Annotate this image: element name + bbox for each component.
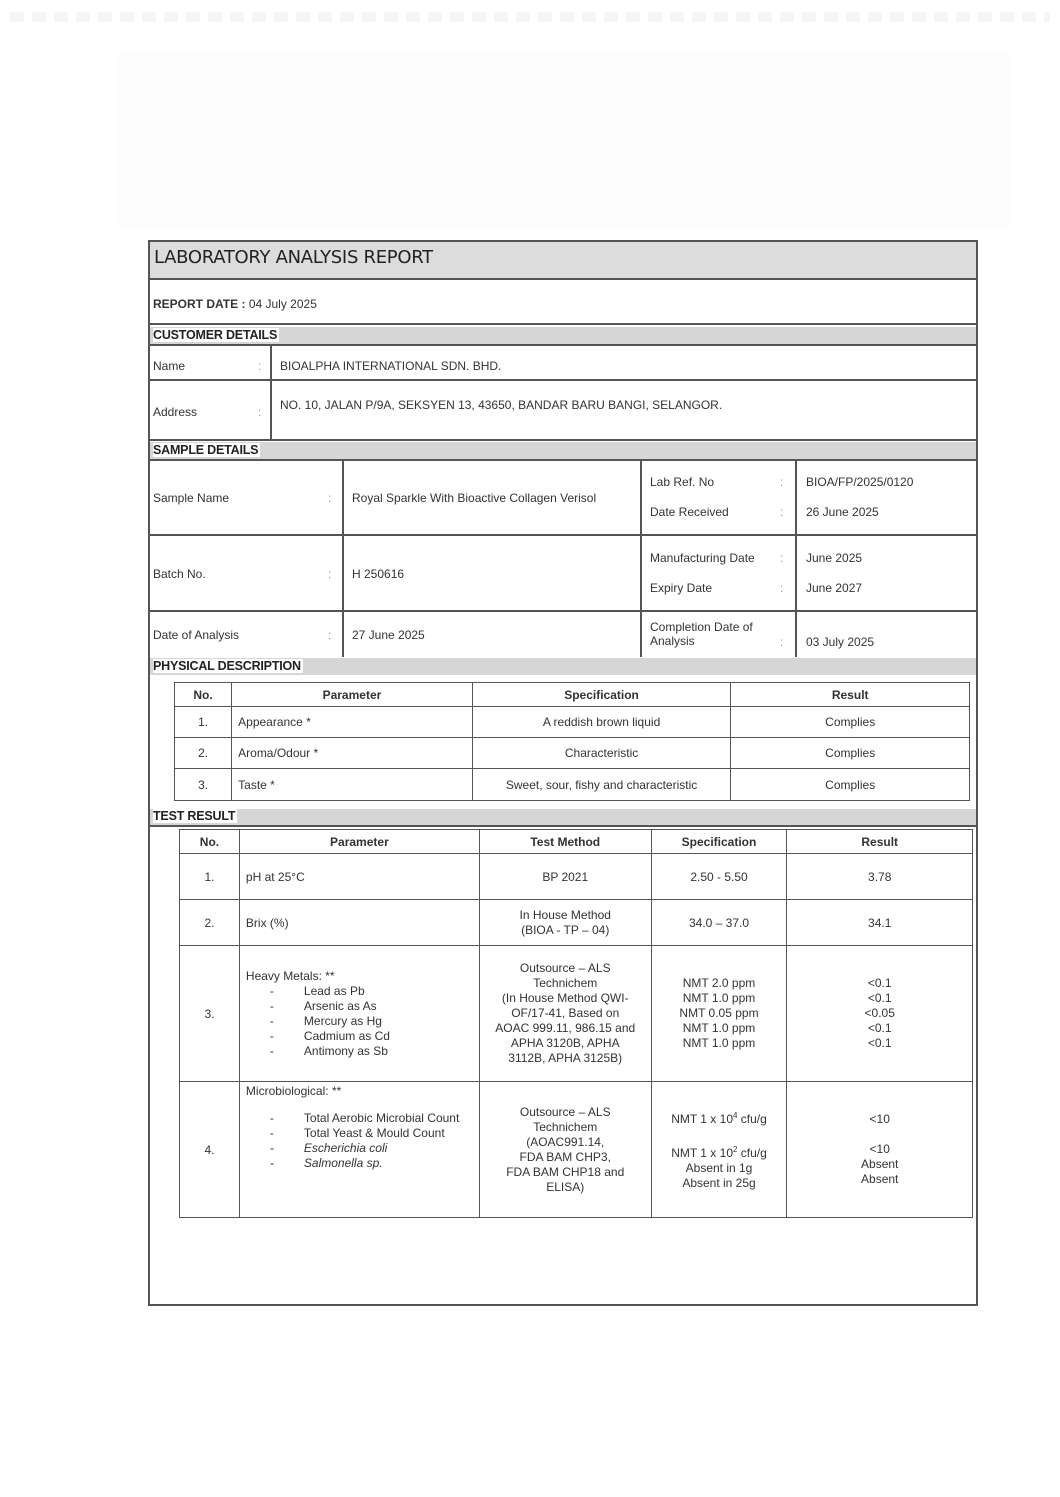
spec-line: NMT 1.0 ppm <box>682 991 756 1005</box>
colon: : <box>258 359 262 373</box>
colon: : <box>328 628 332 642</box>
list-item: - Arsenic as As <box>270 999 473 1014</box>
date-of-analysis-label: Date of Analysis <box>153 628 240 642</box>
col-header-no: No. <box>180 830 240 854</box>
colon: : <box>780 505 784 519</box>
spec-tamc-exponent: 4 <box>733 1111 738 1120</box>
mfg-date-value: June 2025 <box>806 551 863 565</box>
result-line: <0.1 <box>867 1021 892 1035</box>
list-item: - Mercury as Hg <box>270 1014 473 1029</box>
divider <box>150 439 976 441</box>
colon: : <box>780 475 784 489</box>
method-line: ELISA) <box>546 1179 585 1194</box>
row-spec: Sweet, sour, fishy and characteristic <box>472 769 731 801</box>
row-result: Complies <box>731 738 970 769</box>
date-of-analysis-value: 27 June 2025 <box>352 628 425 642</box>
date-received-label: Date Received <box>650 505 729 519</box>
physical-header-row <box>175 683 970 707</box>
spec-line: NMT 1.0 ppm <box>682 1021 756 1035</box>
result-line: <10 <box>869 1142 890 1156</box>
row-parameter <box>239 1082 479 1218</box>
row-result: Complies <box>731 769 970 801</box>
method-line: (BIOA - TP – 04) <box>521 922 610 937</box>
divider <box>795 459 797 657</box>
result-line: <0.1 <box>867 991 892 1005</box>
row-no: 2. <box>180 900 240 946</box>
spec-unit: cfu/g <box>737 1146 767 1160</box>
result-line: Absent <box>861 1172 899 1186</box>
title-bar <box>150 242 976 278</box>
lab-report <box>148 240 978 1306</box>
row-parameter: Appearance * <box>232 707 473 738</box>
divider <box>150 278 976 280</box>
report-date-sep: : <box>241 297 246 311</box>
report-date-row <box>153 297 317 311</box>
row-method: BP 2021 <box>479 854 651 900</box>
table-row <box>180 1082 973 1218</box>
customer-section-bar <box>150 327 976 344</box>
row-result <box>787 946 973 1082</box>
sample-section-title: SAMPLE DETAILS <box>153 443 259 457</box>
result-line: <10 <box>869 1112 890 1126</box>
col-header-result: Result <box>731 683 970 707</box>
list-item: - Cadmium as Cd <box>270 1029 473 1044</box>
sample-name-value: Royal Sparkle With Bioactive Collagen Verisol <box>352 491 597 505</box>
divider <box>150 459 976 461</box>
divider <box>150 323 976 325</box>
row-no: 3. <box>175 769 232 801</box>
spec-line <box>658 1108 781 1127</box>
sample-name-label: Sample Name <box>153 491 230 505</box>
colon: : <box>328 567 332 581</box>
table-row <box>175 738 970 769</box>
completion-label-line1: Completion Date of <box>650 620 753 634</box>
row-method <box>479 900 651 946</box>
row-spec <box>651 946 787 1082</box>
method-line: Technichem <box>533 1119 598 1134</box>
scan-background <box>118 50 1010 230</box>
test-section-bar <box>150 809 976 825</box>
spec-tymc: NMT 1 x 10 <box>671 1146 733 1160</box>
divider <box>150 344 976 346</box>
physical-section-title: PHYSICAL DESCRIPTION <box>153 659 301 673</box>
table-row <box>180 946 973 1082</box>
spec-line: NMT 0.05 ppm <box>679 1006 759 1020</box>
report-title: LABORATORY ANALYSIS REPORT <box>154 247 433 268</box>
divider <box>150 610 976 612</box>
row-parameter: Taste * <box>232 769 473 801</box>
list-item: - Lead as Pb <box>270 984 473 999</box>
divider <box>150 534 976 536</box>
test-section-title: TEST RESULT <box>153 809 236 823</box>
customer-address-label: Address <box>153 405 198 419</box>
col-header-parameter: Parameter <box>232 683 473 707</box>
heavy-metals-list <box>246 984 473 1059</box>
heavy-metals-title: Heavy Metals: ** <box>245 968 335 983</box>
row-result: 34.1 <box>787 900 973 946</box>
completion-date-value: 03 July 2025 <box>806 635 875 649</box>
method-line: Outsource – ALS <box>519 961 611 975</box>
colon: : <box>780 635 784 649</box>
result-line: <0.05 <box>864 1006 895 1020</box>
list-item: - Antimony as Sb <box>270 1044 473 1059</box>
expiry-date-value: June 2027 <box>806 581 863 595</box>
table-row <box>180 854 973 900</box>
divider <box>342 459 344 657</box>
date-received-value: 26 June 2025 <box>806 505 879 519</box>
report-date-value: 04 July 2025 <box>248 297 317 311</box>
spec-tymc-exponent: 2 <box>733 1145 738 1154</box>
method-line: FDA BAM CHP3, <box>519 1149 611 1164</box>
row-no: 4. <box>180 1082 240 1218</box>
physical-section-bar <box>150 658 976 675</box>
spec-tamc: NMT 1 x 10 <box>671 1112 733 1126</box>
customer-address-value: NO. 10, JALAN P/9A, SEKSYEN 13, 43650, BANDAR BARU BANGI, SELANGOR. <box>280 398 723 412</box>
table-row <box>175 707 970 738</box>
row-no: 2. <box>175 738 232 769</box>
col-header-test-method: Test Method <box>479 830 651 854</box>
completion-label-line2: Analysis <box>650 634 695 648</box>
colon: : <box>258 405 262 419</box>
test-header-row <box>180 830 973 854</box>
colon: : <box>780 581 784 595</box>
table-row <box>175 769 970 801</box>
method-line: APHA 3120B, APHA <box>510 1036 620 1050</box>
col-header-parameter: Parameter <box>239 830 479 854</box>
row-spec: A reddish brown liquid <box>472 707 731 738</box>
physical-table <box>174 682 970 801</box>
colon: : <box>780 551 784 565</box>
lab-ref-value: BIOA/FP/2025/0120 <box>806 475 914 489</box>
row-result: Complies <box>731 707 970 738</box>
scan-noise-strip <box>10 12 1050 22</box>
divider <box>270 344 272 439</box>
customer-name-label: Name <box>153 359 186 373</box>
spec-line: Absent in 25g <box>682 1176 756 1190</box>
completion-date-label <box>650 620 753 648</box>
row-spec: 2.50 - 5.50 <box>651 854 787 900</box>
batch-label: Batch No. <box>153 567 206 581</box>
row-no: 1. <box>175 707 232 738</box>
row-spec: Characteristic <box>472 738 731 769</box>
micro-title: Microbiological: ** <box>245 1084 342 1098</box>
list-item: - Total Aerobic Microbial Count <box>270 1111 464 1126</box>
result-line: <0.1 <box>867 1036 892 1050</box>
list-item: - Escherichia coli <box>270 1141 473 1156</box>
expiry-date-label: Expiry Date <box>650 581 713 595</box>
method-line: Outsource – ALS <box>519 1104 611 1119</box>
divider <box>640 459 642 657</box>
row-no: 3. <box>180 946 240 1082</box>
divider <box>150 825 976 827</box>
method-line: OF/17-41, Based on <box>511 1006 620 1020</box>
sample-section-bar <box>150 442 976 459</box>
report-date-label: REPORT DATE <box>153 297 239 311</box>
method-line: Technichem <box>533 976 598 990</box>
row-method <box>479 946 651 1082</box>
result-line: Absent <box>861 1157 899 1171</box>
method-line: FDA BAM CHP18 and <box>506 1164 625 1179</box>
method-line: (AOAC991.14, <box>526 1134 605 1149</box>
row-parameter: Aroma/Odour * <box>232 738 473 769</box>
table-row <box>180 900 973 946</box>
row-parameter: Brix (%) <box>239 900 479 946</box>
method-line: 3112B, APHA 3125B) <box>508 1051 623 1065</box>
row-parameter <box>239 946 479 1082</box>
col-header-no: No. <box>175 683 232 707</box>
row-result: 3.78 <box>787 854 973 900</box>
spec-line: NMT 1.0 ppm <box>682 1036 756 1050</box>
list-item: - Salmonella sp. <box>270 1156 473 1171</box>
spec-line: NMT 2.0 ppm <box>682 976 756 990</box>
row-spec <box>651 1082 787 1218</box>
result-line: <0.1 <box>867 976 892 990</box>
batch-value: H 250616 <box>352 567 405 581</box>
col-header-specification: Specification <box>651 830 787 854</box>
row-parameter: pH at 25°C <box>239 854 479 900</box>
spec-line: Absent in 1g <box>685 1161 753 1175</box>
method-line: (In House Method QWI- <box>501 991 629 1005</box>
col-header-result: Result <box>787 830 973 854</box>
col-header-specification: Specification <box>472 683 731 707</box>
spec-unit: cfu/g <box>737 1112 767 1126</box>
divider <box>150 379 976 381</box>
row-result <box>787 1082 973 1218</box>
list-item: - Total Yeast & Mould Count <box>270 1126 473 1141</box>
mfg-date-label: Manufacturing Date <box>650 551 755 565</box>
row-spec: 34.0 – 37.0 <box>651 900 787 946</box>
method-line: In House Method <box>519 907 611 922</box>
customer-name-value: BIOALPHA INTERNATIONAL SDN. BHD. <box>280 359 502 373</box>
lab-ref-label: Lab Ref. No <box>650 475 715 489</box>
row-method <box>479 1082 651 1218</box>
colon: : <box>328 491 332 505</box>
micro-list <box>246 1111 473 1171</box>
spec-line <box>658 1142 781 1161</box>
method-line: AOAC 999.11, 986.15 and <box>495 1021 636 1035</box>
row-no: 1. <box>180 854 240 900</box>
test-result-table <box>179 829 973 1218</box>
customer-section-title: CUSTOMER DETAILS <box>153 328 278 342</box>
